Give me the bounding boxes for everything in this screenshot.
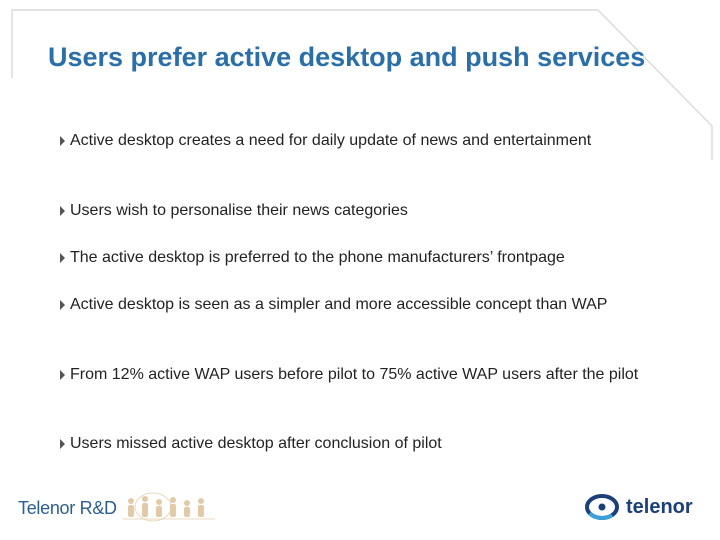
footer-right-logo [584, 490, 693, 524]
bullet-arrow-icon [56, 299, 70, 311]
bullet-text: The active desktop is preferred to the phone manufacturers’ frontpage [70, 249, 565, 266]
bullet-text: Active desktop is seen as a simpler and more accessible concept than WAP [70, 296, 608, 313]
bullet-item [56, 130, 656, 152]
bullet-text: Active desktop creates a need for daily update of news and entertainment [70, 132, 592, 149]
bullet-arrow-icon [56, 438, 70, 450]
people-illustration-icon [121, 491, 217, 525]
bullet-text: Users wish to personalise their news categories [70, 202, 408, 219]
bullet-text: From 12% active WAP users before pilot to 75% active WAP users after the pilot [70, 366, 639, 383]
bullet-arrow-icon [56, 252, 70, 264]
bullet-item [56, 247, 656, 269]
bullet-item [56, 200, 656, 222]
slide-title: Users prefer active desktop and push services [48, 42, 646, 72]
bullet-arrow-icon [56, 369, 70, 381]
bullet-item [56, 433, 656, 455]
bullet-arrow-icon [56, 205, 70, 217]
telenor-wordmark: telenor [626, 495, 693, 518]
bullet-item [56, 294, 656, 316]
bullet-text: Users missed active desktop after conclusion of pilot [70, 435, 442, 452]
footer-left-logo [18, 490, 217, 526]
bullet-item [56, 364, 656, 386]
bullet-arrow-icon [56, 135, 70, 147]
telenor-propeller-icon [584, 492, 620, 522]
telenor-rd-wordmark: Telenor R&D [18, 497, 117, 518]
